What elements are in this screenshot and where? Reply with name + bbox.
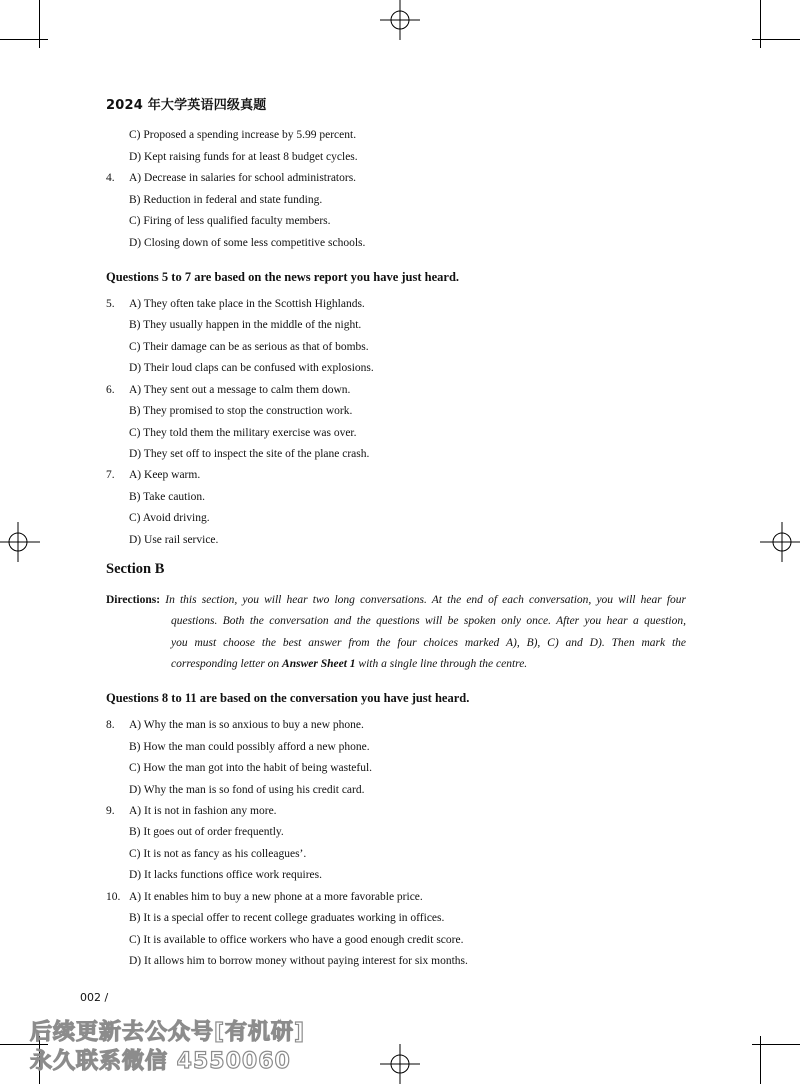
option-a: A) It enables him to buy a new phone at a more favorable price. (129, 891, 423, 903)
watermark-text: 后续更新去公众号[有机研] (30, 1020, 306, 1045)
option-a: A) Keep warm. (129, 469, 201, 481)
directions-text: corresponding letter on (171, 658, 283, 670)
directions-label: Directions: (106, 594, 161, 606)
crop-mark (39, 0, 40, 48)
crop-mark (752, 39, 800, 40)
directions-line (106, 593, 686, 607)
option-d: D) Closing down of some less competitive schools. (129, 237, 366, 249)
question-number: 5. (106, 298, 115, 310)
option-c: C) It is not as fancy as his colleagues’. (129, 848, 307, 860)
question-number: 4. (106, 172, 115, 184)
directions-line: questions. Both the conversation and the questions will be spoken only once. After you hear a question, (171, 615, 686, 627)
question-number: 10. (106, 891, 121, 903)
section-title: Section B (106, 561, 165, 577)
page-number: 002 / (80, 991, 109, 1004)
option-c: C) They told them the military exercise was over. (129, 427, 357, 439)
registration-mark-icon (380, 0, 420, 40)
option-d: D) Their loud claps can be confused with explosions. (129, 362, 374, 374)
registration-mark-icon (380, 1044, 420, 1084)
directions-line (171, 657, 527, 671)
answer-sheet-ref: Answer Sheet 1 (282, 658, 356, 670)
option-a: A) They often take place in the Scottish Highlands. (129, 298, 365, 310)
crop-mark (0, 39, 48, 40)
question-number: 7. (106, 469, 115, 481)
option-a: A) It is not in fashion any more. (129, 805, 277, 817)
directions-line: you must choose the best answer from the four choices marked A), B), C) and D). Then mark the (171, 637, 686, 649)
question-number: 9. (106, 805, 115, 817)
crop-mark (752, 1044, 800, 1045)
directions-text: with a single line through the centre. (355, 658, 528, 670)
questions-heading: Questions 8 to 11 are based on the conversation you have just heard. (106, 691, 470, 705)
option-c: C) Avoid driving. (129, 512, 210, 524)
crop-mark (760, 0, 761, 48)
option-b: B) Reduction in federal and state funding. (129, 194, 323, 206)
option-c: C) Proposed a spending increase by 5.99 percent. (129, 129, 357, 141)
option-a: A) They sent out a message to calm them down. (129, 384, 351, 396)
question-number: 8. (106, 719, 115, 731)
option-a: A) Decrease in salaries for school administrators. (129, 172, 357, 184)
option-b: B) Take caution. (129, 491, 205, 503)
option-d: D) Use rail service. (129, 534, 219, 546)
question-number: 6. (106, 384, 115, 396)
option-d: D) They set off to inspect the site of the plane crash. (129, 448, 370, 460)
directions-text: In this section, you will hear two long conversations. At the end of each conversation, you will hear four (165, 594, 687, 606)
option-c: C) Firing of less qualified faculty members. (129, 215, 331, 227)
option-c: C) Their damage can be as serious as that of bombs. (129, 341, 369, 353)
option-d: D) It allows him to borrow money without paying interest for six months. (129, 955, 468, 967)
option-d: D) Why the man is so fond of using his credit card. (129, 784, 365, 796)
option-b: B) They promised to stop the construction work. (129, 405, 353, 417)
page-header-title: 2024 年大学英语四级真题 (106, 98, 267, 113)
option-a: A) Why the man is so anxious to buy a new phone. (129, 719, 364, 731)
questions-heading: Questions 5 to 7 are based on the news report you have just heard. (106, 270, 460, 284)
option-b: B) They usually happen in the middle of the night. (129, 319, 362, 331)
option-b: B) It is a special offer to recent college graduates working in offices. (129, 912, 445, 924)
registration-mark-icon (760, 522, 800, 562)
option-d: D) It lacks functions office work requires. (129, 869, 322, 881)
option-b: B) How the man could possibly afford a new phone. (129, 741, 370, 753)
option-c: C) How the man got into the habit of being wasteful. (129, 762, 373, 774)
watermark-text: 永久联系微信 4550060 (30, 1049, 291, 1074)
option-d: D) Kept raising funds for at least 8 budget cycles. (129, 151, 358, 163)
option-c: C) It is available to office workers who have a good enough credit score. (129, 934, 464, 946)
registration-mark-icon (0, 522, 40, 562)
option-b: B) It goes out of order frequently. (129, 826, 284, 838)
